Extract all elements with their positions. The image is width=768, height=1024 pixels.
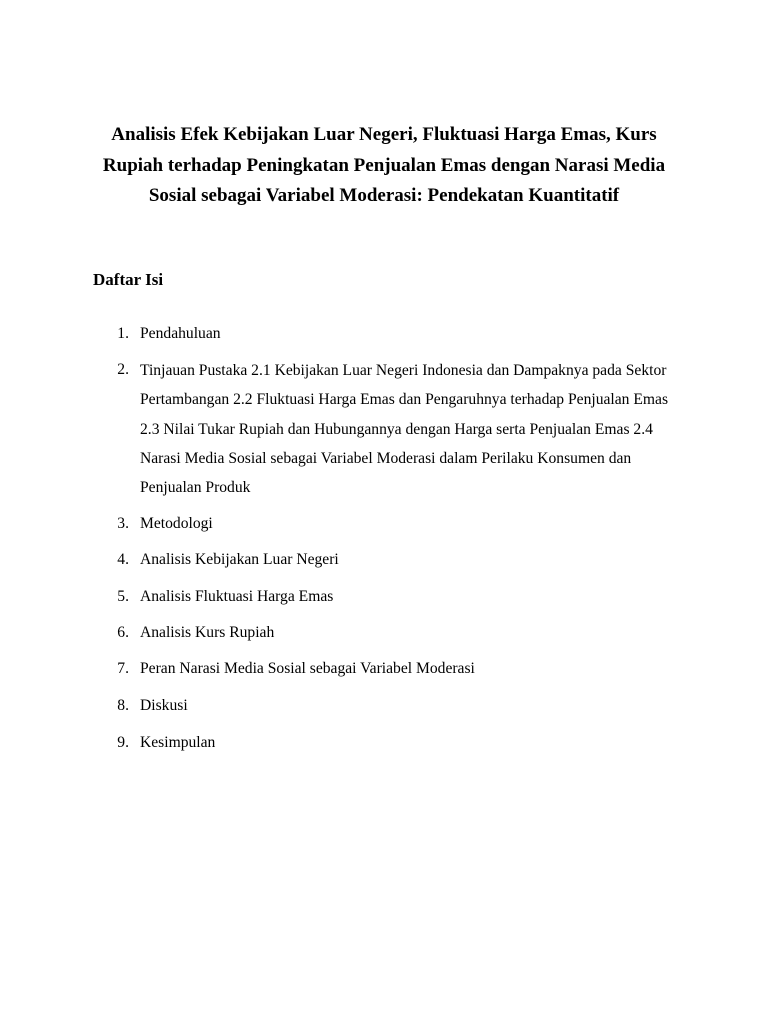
toc-item-text: Peran Narasi Media Sosial sebagai Variabel Moderasi (140, 660, 475, 677)
toc-item-text: Analisis Kurs Rupiah (140, 624, 275, 641)
toc-item-text: Diskusi (140, 697, 188, 714)
toc-item-text: Tinjauan Pustaka 2.1 Kebijakan Luar Negeri Indonesia dan Dampaknya pada Sektor Pertambangan 2.2 Fluktuasi Harga Emas dan Pengaruhnya terhadap Penjualan Emas 2.3 Nilai Tukar Rupiah dan Hubungannya dengan Harga serta Penjualan Emas 2.4 Narasi Media Sosial sebagai Variabel Moderasi dalam Perilaku Konsumen dan Penjualan Produk (140, 362, 669, 497)
toc-item-text: Metodologi (140, 515, 213, 532)
toc-item-text: Analisis Kebijakan Luar Negeri (140, 551, 339, 568)
toc-item-number: 1. (117, 325, 129, 342)
toc-item-text: Pendahuluan (140, 325, 221, 342)
toc-item-text: Analisis Fluktuasi Harga Emas (140, 588, 334, 605)
toc-item-number: 5. (117, 588, 129, 605)
toc-item-number: 4. (117, 551, 129, 568)
toc-item-number: 9. (117, 734, 129, 751)
document-title: Analisis Efek Kebijakan Luar Negeri, Fluktuasi Harga Emas, Kurs Rupiah terhadap Peningkatan Penjualan Emas dengan Narasi Media Sosial sebagai Variabel Moderasi: Pendekatan Kuantitatif (102, 124, 666, 206)
toc-item-number: 7. (117, 660, 129, 677)
toc-heading: Daftar Isi (93, 270, 164, 289)
toc-item-number: 8. (117, 697, 129, 714)
toc-item-number: 6. (117, 624, 129, 641)
toc-item-number: 2. (117, 361, 129, 378)
toc-item-text: Kesimpulan (140, 734, 216, 751)
toc-item-number: 3. (117, 515, 129, 532)
